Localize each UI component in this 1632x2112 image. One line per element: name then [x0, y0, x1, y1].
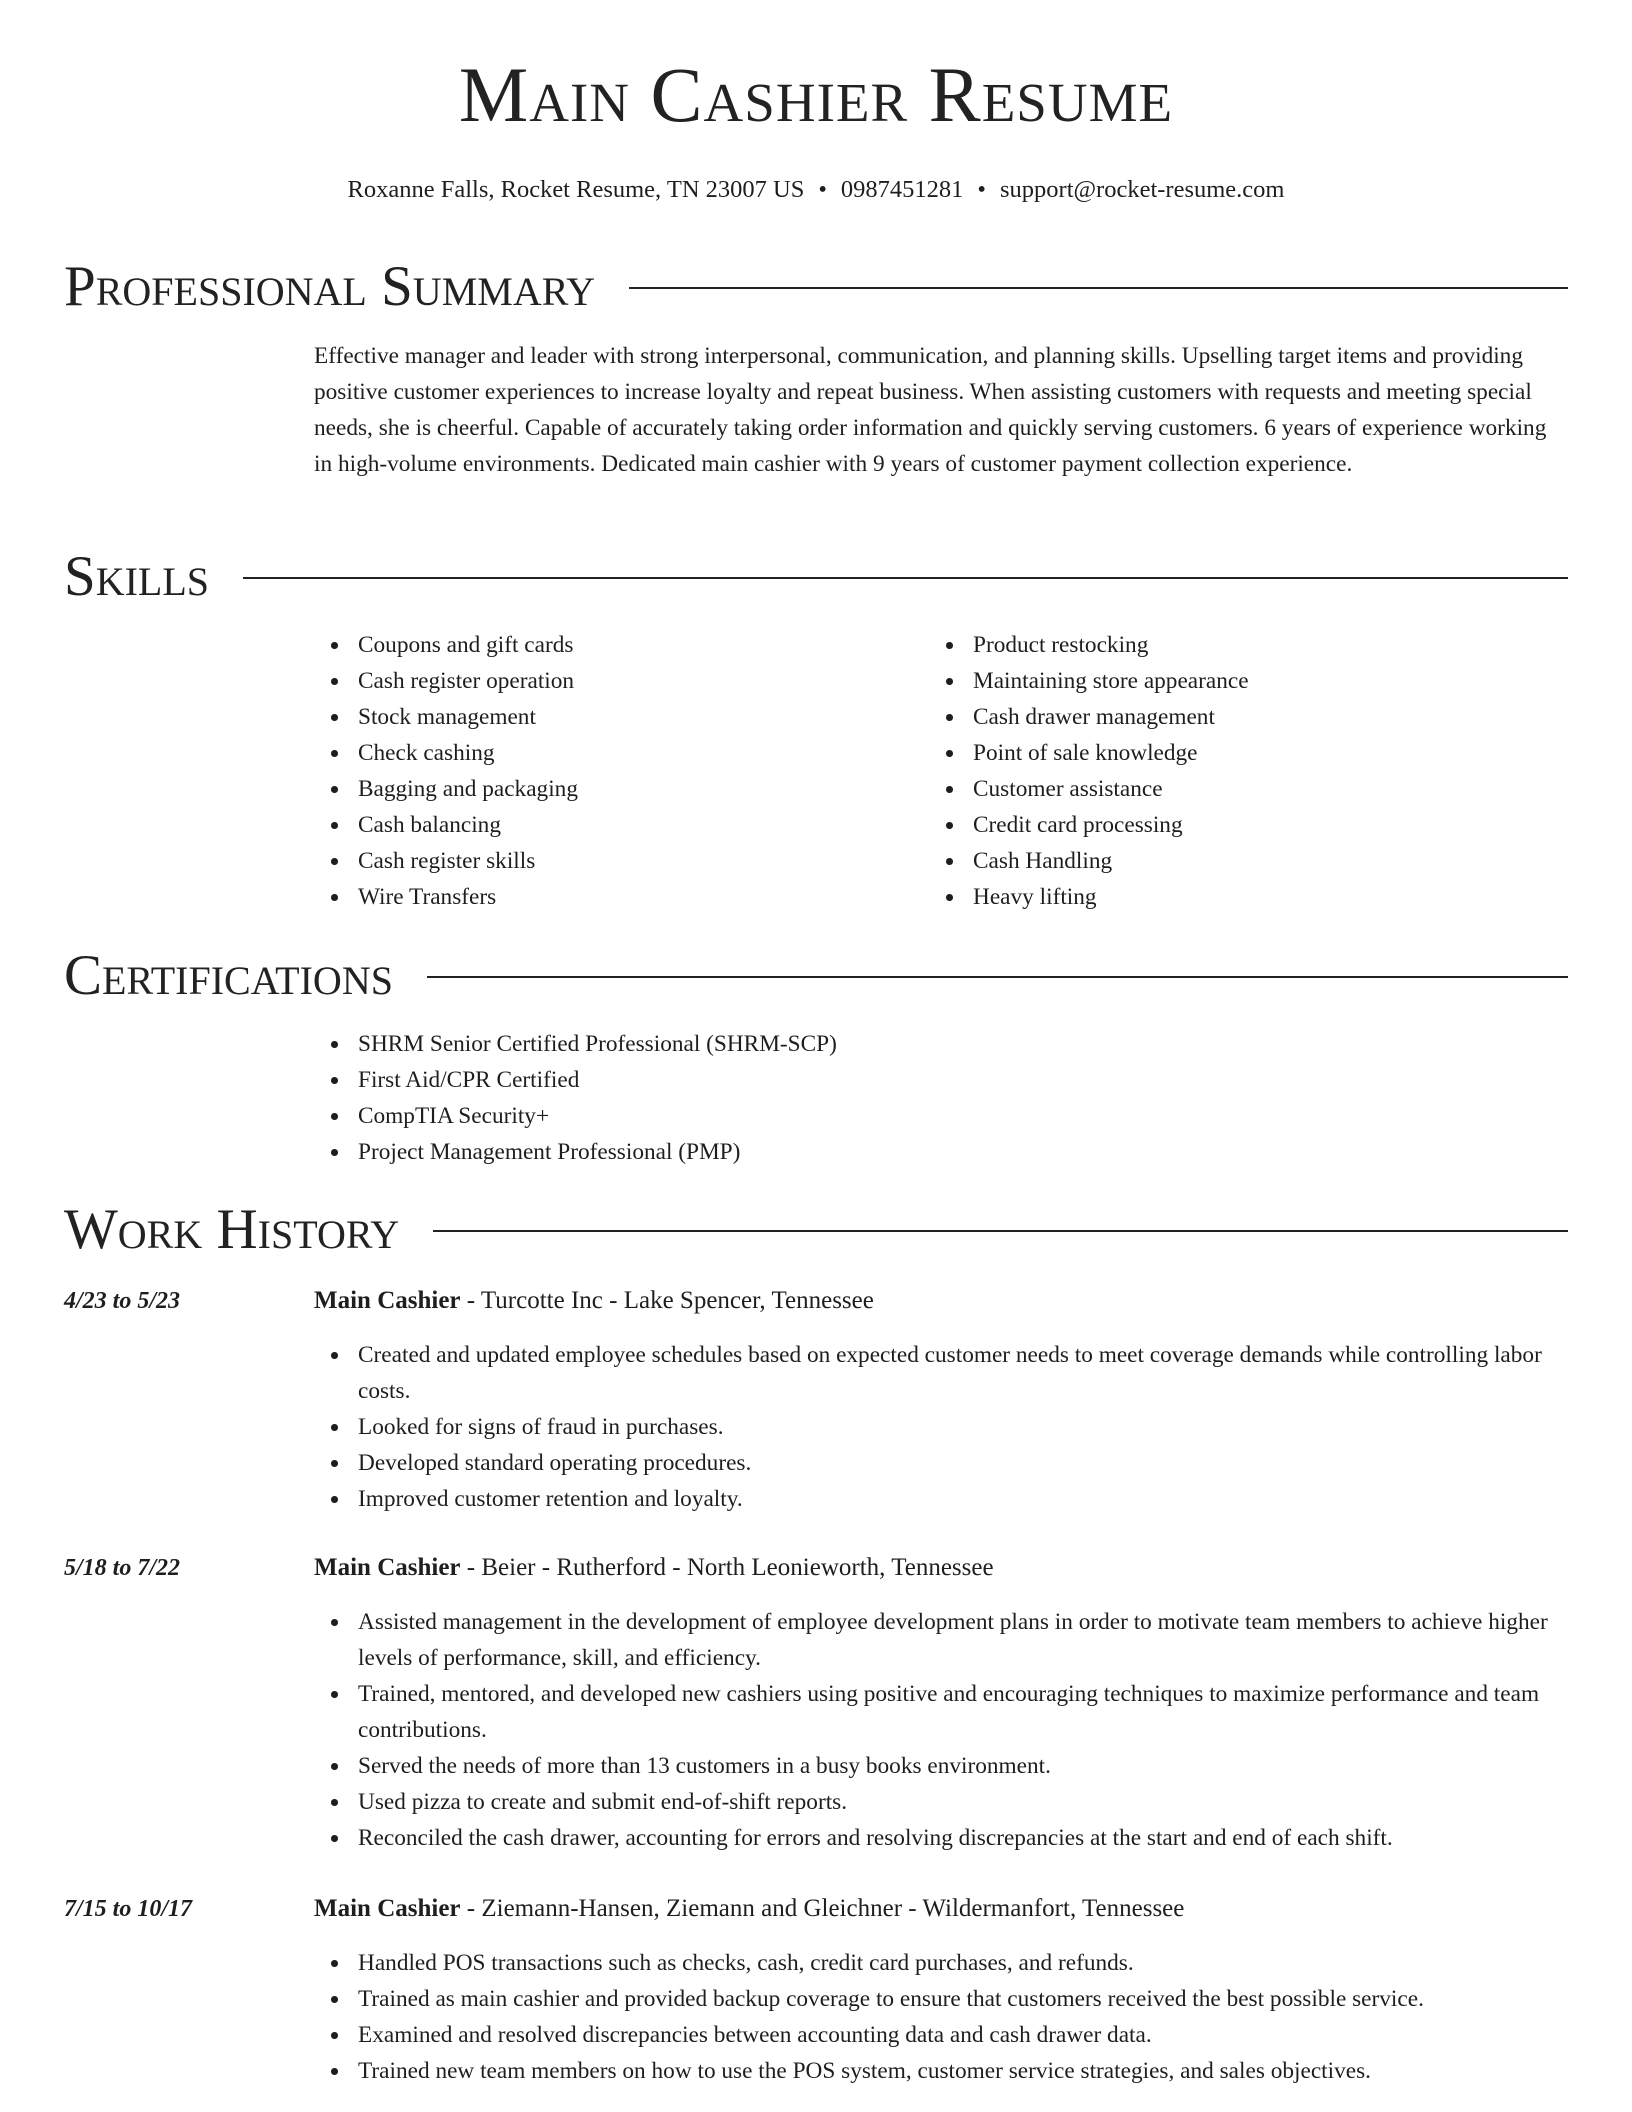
section-divider [243, 577, 1568, 579]
skill-item: Wire Transfers [358, 879, 918, 915]
certifications-section-header [64, 944, 1568, 1007]
section-divider [433, 1230, 1568, 1232]
resume-title: Main Cashier Resume [458, 51, 1174, 138]
job-bullet: Improved customer retention and loyalty. [358, 1481, 1568, 1517]
job-bullets [314, 1945, 1568, 2089]
job-title: Main Cashier [314, 1287, 461, 1314]
contact-email: support@rocket-resume.com [1000, 176, 1285, 203]
summary-heading: Professional Summary [64, 255, 596, 318]
job-title: Main Cashier [314, 1554, 461, 1581]
skill-item: Heavy lifting [973, 879, 1573, 915]
job-bullet: Handled POS transactions such as checks, cash, credit card purchases, and refunds. [358, 1945, 1568, 1981]
job-bullet: Developed standard operating procedures. [358, 1445, 1568, 1481]
skill-item: Bagging and packaging [358, 771, 918, 807]
skill-item: Check cashing [358, 735, 918, 771]
work-history-heading: Work History [64, 1198, 400, 1261]
work-history-section-header [64, 1198, 1568, 1261]
skill-item: Product restocking [973, 627, 1573, 663]
summary-text: Effective manager and leader with strong interpersonal, communication, and planning skills. Upselling target items and providing positive customer experiences to increase loyalty and repeat business. When assisting customers with requests and meeting special needs, she is cheerful. Capable of accurately taking order information and quickly serving customers. 6 years of experience working in high-volume environments. Dedicated main cashier with 9 years of customer payment collection experience. [314, 343, 1547, 477]
skill-item: Stock management [358, 699, 918, 735]
job-dates: 4/23 to 5/23 [64, 1288, 181, 1314]
job-bullets [314, 1337, 1568, 1517]
contact-address: Roxanne Falls, Rocket Resume, TN 23007 US [347, 176, 805, 203]
skill-item: Cash balancing [358, 807, 918, 843]
skills-heading: Skills [64, 545, 210, 608]
contact-phone: 0987451281 [840, 176, 964, 203]
skills-section-header [64, 545, 1568, 608]
skills-list-left [314, 627, 918, 915]
job-bullets [314, 1604, 1568, 1856]
skills-list-right [929, 627, 1573, 915]
skill-item: Cash register operation [358, 663, 918, 699]
job-heading [314, 1550, 1568, 1586]
job-bullet: Looked for signs of fraud in purchases. [358, 1409, 1568, 1445]
certification-item: Project Management Professional (PMP) [358, 1134, 1558, 1170]
skill-item: Credit card processing [973, 807, 1573, 843]
certification-item: SHRM Senior Certified Professional (SHRM-SCP) [358, 1026, 1558, 1062]
section-divider [427, 976, 1568, 978]
certification-item: First Aid/CPR Certified [358, 1062, 1558, 1098]
job-dates: 7/15 to 10/17 [64, 1896, 193, 1922]
skill-item: Cash register skills [358, 843, 918, 879]
job-bullet: Trained as main cashier and provided backup coverage to ensure that customers received the best possible service. [358, 1981, 1568, 2017]
skill-item: Point of sale knowledge [973, 735, 1573, 771]
job-dates: 5/18 to 7/22 [64, 1555, 181, 1581]
job-bullet: Reconciled the cash drawer, accounting for errors and resolving discrepancies at the start and end of each shift. [358, 1820, 1568, 1856]
skill-item: Maintaining store appearance [973, 663, 1573, 699]
job-heading [314, 1283, 1568, 1319]
job-bullet: Created and updated employee schedules based on expected customer needs to meet coverage demands while controlling labor costs. [358, 1337, 1568, 1409]
job-bullet: Examined and resolved discrepancies between accounting data and cash drawer data. [358, 2017, 1568, 2053]
job-title: Main Cashier [314, 1895, 461, 1922]
job-bullet: Trained new team members on how to use the POS system, customer service strategies, and sales objectives. [358, 2053, 1568, 2089]
job-employer-location: - Beier - Rutherford - North Leonieworth, Tennessee [460, 1554, 994, 1581]
contact-separator: • [818, 176, 827, 203]
job-employer-location: - Turcotte Inc - Lake Spencer, Tennessee [460, 1287, 874, 1314]
contact-separator: • [977, 176, 986, 203]
skill-item: Coupons and gift cards [358, 627, 918, 663]
summary-section-header [64, 255, 1568, 318]
skill-item: Cash Handling [973, 843, 1573, 879]
skill-item: Cash drawer management [973, 699, 1573, 735]
job-heading [314, 1891, 1568, 1927]
section-divider [629, 287, 1568, 289]
certification-item: CompTIA Security+ [358, 1098, 1558, 1134]
contact-line [0, 176, 1632, 204]
job-bullet: Used pizza to create and submit end-of-shift reports. [358, 1784, 1568, 1820]
certifications-list [314, 1026, 1558, 1170]
skill-item: Customer assistance [973, 771, 1573, 807]
job-employer-location: - Ziemann-Hansen, Ziemann and Gleichner - Wildermanfort, Tennessee [460, 1895, 1185, 1922]
job-bullet: Trained, mentored, and developed new cashiers using positive and encouraging techniques to maximize performance and team contributions. [358, 1676, 1568, 1748]
job-bullet: Assisted management in the development of employee development plans in order to motivate team members to achieve higher levels of performance, skill, and efficiency. [358, 1604, 1568, 1676]
certifications-heading: Certifications [64, 944, 393, 1007]
job-bullet: Served the needs of more than 13 customers in a busy books environment. [358, 1748, 1568, 1784]
